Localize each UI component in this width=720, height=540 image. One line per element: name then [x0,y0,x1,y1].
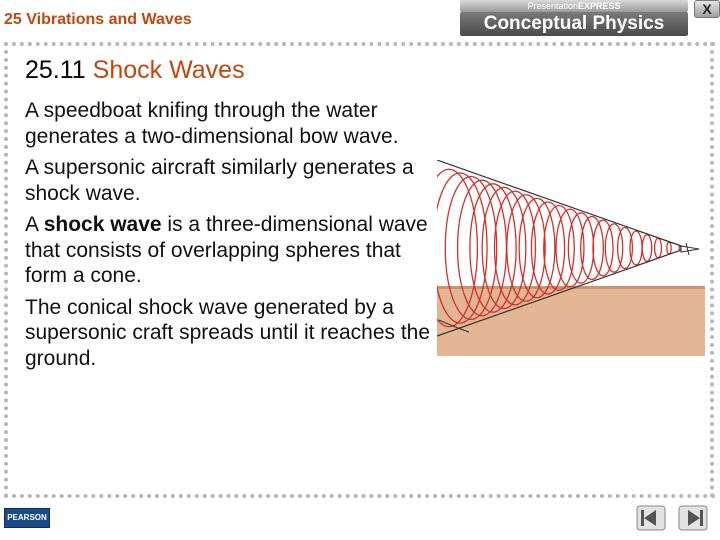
shock-wave-text-a: A [25,213,44,236]
wavefront-circle [531,202,564,294]
brand-title: Conceptual Physics [460,12,688,36]
previous-slide-icon[interactable] [636,505,666,531]
slide-header [0,0,720,42]
shock-wave-term: shock wave [43,213,162,236]
brand-subtitle-b: EXPRESS [578,1,621,11]
cone-upper-edge [437,160,687,248]
paragraph-speedboat: A speedboat knifing through the water generates a two-dimensional bow wave. [25,99,399,148]
paragraph-aircraft: A supersonic aircraft similarly generates a shock wave. [25,156,414,205]
slide-footer [0,498,720,540]
slide-title [25,56,245,85]
brand-logo [460,0,690,38]
aircraft-icon [681,243,699,255]
wavefront-circle [642,235,652,261]
wavefront-circle [544,206,574,291]
paragraph-shock-wave [25,212,440,289]
top-border [4,42,716,46]
brand-subtitle-a: Presentation [527,1,578,11]
brand-subtitle [460,0,688,12]
slide-body [25,98,440,377]
left-border [4,42,8,498]
wavefront-circle [556,209,584,286]
wavefront-circle [667,242,671,254]
paragraph-ground: The conical shock wave generated by a supersonic craft spreads until it reaches the ground. [25,295,431,370]
close-button[interactable]: X [694,0,720,18]
shock-wave-text-c: is a three-dimensional wave that consists of overlapping spheres that form a cone. [25,213,428,287]
chapter-title: 25 Vibrations and Waves [4,11,192,28]
shock-wave-illustration [437,160,705,356]
publisher-logo: PEARSON [4,508,50,528]
right-border [710,42,714,498]
section-title: Shock Waves [92,56,245,84]
next-slide-icon[interactable] [678,505,708,531]
wavefront-circle [655,238,662,257]
section-number: 25.11 [25,56,86,84]
